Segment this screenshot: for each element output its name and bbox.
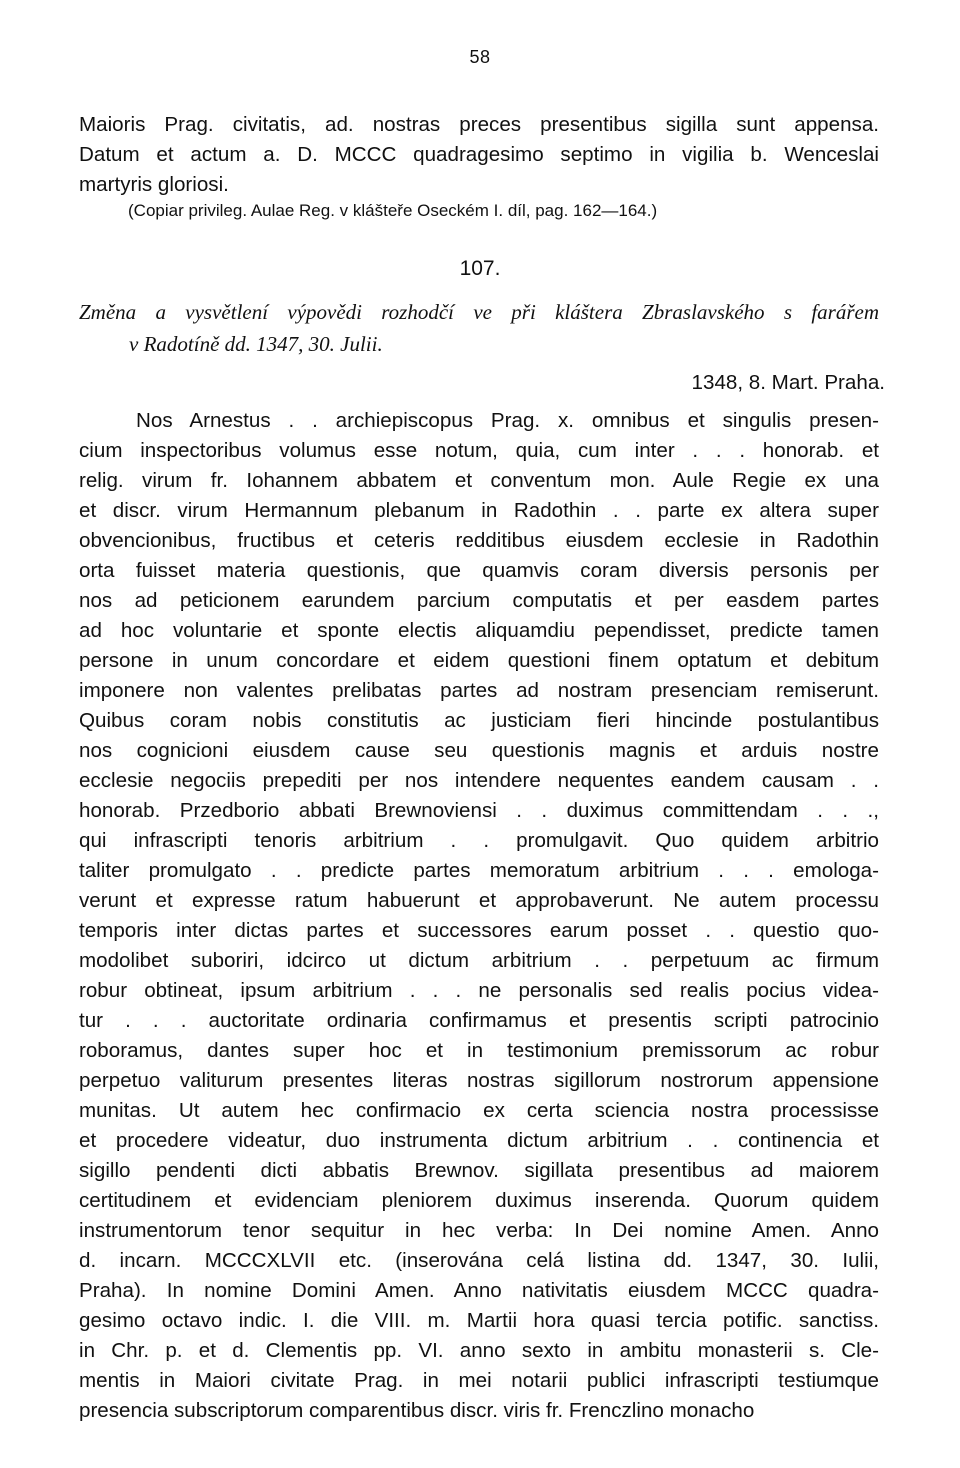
body-text-line: munitas. Ut autem hec confirmacio ex certa sciencia nostra processisse — [79, 1099, 879, 1122]
body-text-line: ad hoc voluntarie et sponte electis aliquamdiu pependisset, predicte tamen — [79, 619, 879, 642]
title-line: Změna a vysvětlení výpovědi rozhodčí ve při kláštera Zbraslavského s farářem — [79, 300, 879, 324]
body-text-line: roboramus, dantes super hoc et in testimonium premissorum ac robur — [79, 1039, 879, 1062]
body-text-line: mentis in Maiori civitate Prag. in mei notarii publici infrascripti testiumque — [79, 1369, 879, 1392]
body-text-line: presencia subscriptorum comparentibus discr. viris fr. Frenczlino monacho — [79, 1399, 755, 1422]
body-text-line: perpetuo valiturum presentes literas nostras sigillorum nostrorum appensione — [79, 1069, 879, 1092]
source-citation: (Copiar privileg. Aulae Reg. v klášteře Oseckém I. díl, pag. 162—164.) — [128, 201, 658, 220]
body-text-line: nos cognicioni eiusdem cause seu questionis magnis et arduis nostre — [79, 739, 879, 762]
body-text-line: imponere non valentes prelibatas partes ad nostram presenciam remiserunt. — [79, 679, 879, 702]
opening-paragraph — [79, 110, 879, 200]
body-text-line: cium inspectoribus volumus esse notum, quia, cum inter . . . honorab. et — [79, 439, 879, 462]
body-text-line: temporis inter dictas partes et successores earum posset . . questio quo- — [79, 919, 879, 942]
body-text-line: orta fuisset materia questionis, que quamvis coram diversis personis per — [79, 559, 879, 582]
text-line: Datum et actum a. D. MCCC quadragesimo septimo in vigilia b. Wenceslai — [79, 143, 879, 166]
body-text-line: tur . . . auctoritate ordinaria confirmamus et presentis scripti patrocinio — [79, 1009, 879, 1032]
body-text-line: Nos Arnestus . . archiepiscopus Prag. x. omnibus et singulis presen- — [136, 409, 879, 432]
dateline: 1348, 8. Mart. Praha. — [691, 371, 885, 394]
body-text-line: relig. virum fr. Iohannem abbatem et conventum mon. Aule Regie ex una — [79, 469, 879, 492]
body-text-line: honorab. Przedborio abbati Brewnoviensi . . duximus committendam . . ., — [79, 799, 879, 822]
body-text-line: qui infrascripti tenoris arbitrium . . promulgavit. Quo quidem arbitrio — [79, 829, 879, 852]
body-text-line: instrumentorum tenor sequitur in hec verba: In Dei nomine Amen. Anno — [79, 1219, 879, 1242]
page-number: 58 — [469, 47, 491, 67]
body-text-line: et discr. virum Hermannum plebanum in Radothin . . parte ex altera super — [79, 499, 879, 522]
body-text-line: robur obtineat, ipsum arbitrium . . . ne personalis sed realis pocius videa- — [79, 979, 879, 1002]
body-text-line: certitudinem et evidenciam pleniorem duximus inserenda. Quorum quidem — [79, 1189, 879, 1212]
body-text-line: gesimo octavo indic. I. die VIII. m. Martii hora quasi tercia potific. sanctiss. — [79, 1309, 879, 1332]
body-text-line: sigillo pendenti dicti abbatis Brewnov. sigillata presentibus ad maiorem — [79, 1159, 879, 1182]
body-text-line: persone in unum concordare et eidem questioni finem optatum et debitum — [79, 649, 879, 672]
body-text-line: ecclesie negociis prepediti per nos intendere nequentes eandem causam . . — [79, 769, 879, 792]
body-text-line: Praha). In nomine Domini Amen. Anno nativitatis eiusdem MCCC quadra- — [79, 1279, 879, 1302]
body-text-line: nos ad peticionem earundem parcium computatis et per easdem partes — [79, 589, 879, 612]
body-text-line: Quibus coram nobis constitutis ac justiciam fieri hincinde postulantibus — [79, 709, 879, 732]
title-line: v Radotíně dd. 1347, 30. Julii. — [129, 332, 383, 356]
text-line: martyris gloriosi. — [79, 173, 229, 196]
body-text-line: taliter promulgato . . predicte partes memoratum arbitrium . . . emologa- — [79, 859, 879, 882]
body-text-line: verunt et expresse ratum habuerunt et approbaverunt. Ne autem processu — [79, 889, 879, 912]
body-text-line: d. incarn. MCCCXLVII etc. (inserována celá listina dd. 1347, 30. Iulii, — [79, 1249, 879, 1272]
body-text-line: et procedere videatur, duo instrumenta dictum arbitrium . . continencia et — [79, 1129, 879, 1152]
body-text-line: obvencionibus, fructibus et ceteris redditibus eiusdem ecclesie in Radothin — [79, 529, 879, 552]
document-number: 107. — [459, 257, 501, 280]
document-title — [79, 296, 879, 360]
body-text-line: in Chr. p. et d. Clementis pp. VI. anno sexto in ambitu monasterii s. Cle- — [79, 1339, 879, 1362]
body-paragraph — [79, 406, 879, 1426]
text-line: Maioris Prag. civitatis, ad. nostras preces presentibus sigilla sunt appensa. — [79, 113, 879, 136]
body-text-line: modolibet suboriri, idcirco ut dictum arbitrium . . perpetuum ac firmum — [79, 949, 879, 972]
